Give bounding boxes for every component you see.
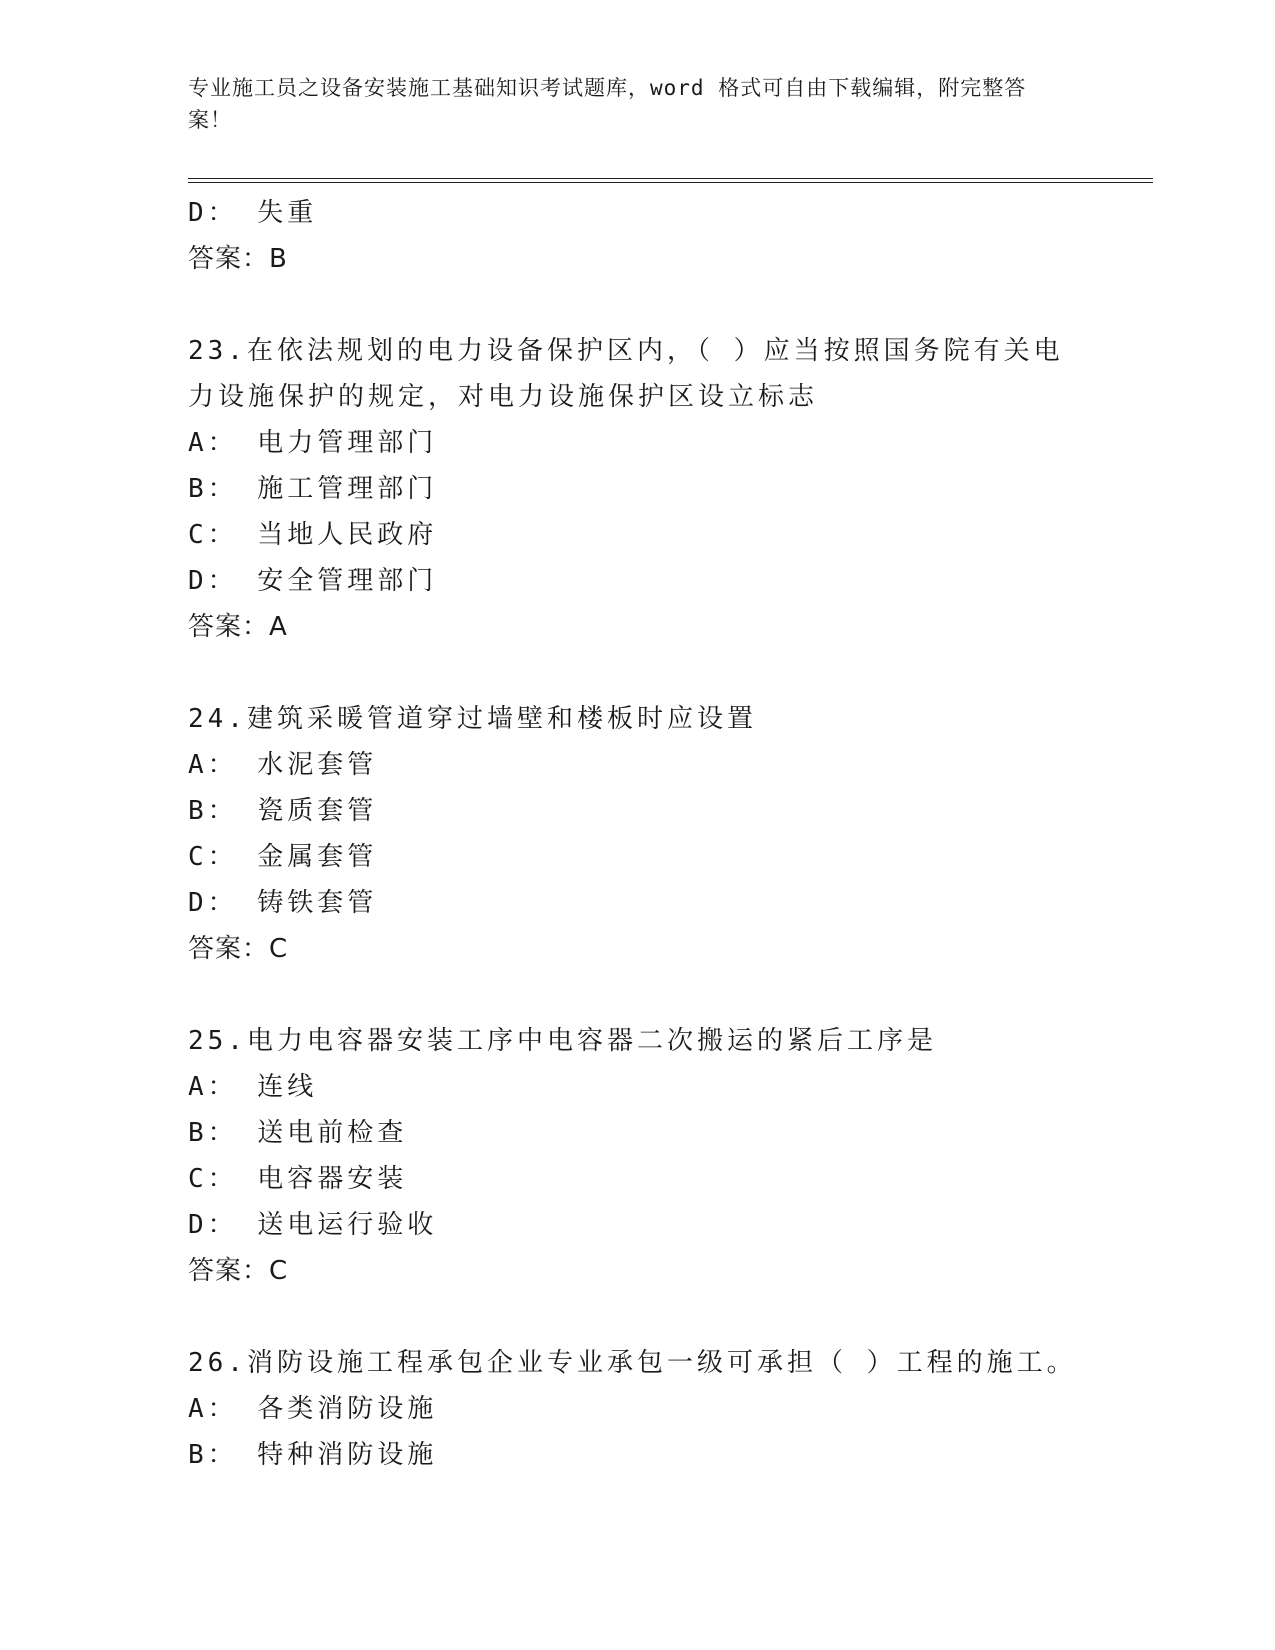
spacer bbox=[188, 1294, 1088, 1340]
header-divider-top bbox=[188, 178, 1153, 179]
document-header: 专业施工员之设备安装施工基础知识考试题库，word 格式可自由下载编辑，附完整答案！ bbox=[188, 76, 1027, 132]
question-25-option-a: A： 连线 bbox=[188, 1072, 318, 1102]
question-25-text: 25.电力电容器安装工序中电容器二次搬运的紧后工序是 bbox=[188, 1026, 937, 1056]
spacer bbox=[188, 650, 1088, 696]
question-23-text: 23.在依法规划的电力设备保护区内，（ ）应当按照国务院有关电力设施保护的规定，对电力设施保护区设立标志 bbox=[188, 336, 1064, 412]
prev-answer: 答案：B bbox=[188, 244, 288, 274]
question-24-option-d: D： 铸铁套管 bbox=[188, 888, 378, 918]
question-24-option-a: A： 水泥套管 bbox=[188, 750, 378, 780]
question-24-option-b: B： 瓷质套管 bbox=[188, 796, 378, 826]
question-26-text: 26.消防设施工程承包企业专业承包一级可承担（ ）工程的施工。 bbox=[188, 1348, 1077, 1378]
spacer bbox=[188, 282, 1088, 328]
question-26-option-b: B： 特种消防设施 bbox=[188, 1440, 438, 1470]
question-23-option-c: C： 当地人民政府 bbox=[188, 520, 438, 550]
question-24-text: 24.建筑采暖管道穿过墙壁和楼板时应设置 bbox=[188, 704, 757, 734]
question-list bbox=[188, 190, 1088, 1478]
question-23-option-d: D： 安全管理部门 bbox=[188, 566, 438, 596]
question-25-option-d: D： 送电运行验收 bbox=[188, 1210, 438, 1240]
question-23-option-a: A： 电力管理部门 bbox=[188, 428, 438, 458]
question-23-option-b: B： 施工管理部门 bbox=[188, 474, 438, 504]
question-25-option-c: C： 电容器安装 bbox=[188, 1164, 408, 1194]
prev-option-d: D： 失重 bbox=[188, 198, 318, 228]
header-divider-bottom bbox=[188, 182, 1153, 183]
question-26-option-a: A： 各类消防设施 bbox=[188, 1394, 438, 1424]
question-24-option-c: C： 金属套管 bbox=[188, 842, 378, 872]
question-25-option-b: B： 送电前检查 bbox=[188, 1118, 408, 1148]
spacer bbox=[188, 972, 1088, 1018]
question-23-answer: 答案：A bbox=[188, 612, 288, 642]
question-25-answer: 答案：C bbox=[188, 1256, 289, 1286]
question-24-answer: 答案：C bbox=[188, 934, 289, 964]
